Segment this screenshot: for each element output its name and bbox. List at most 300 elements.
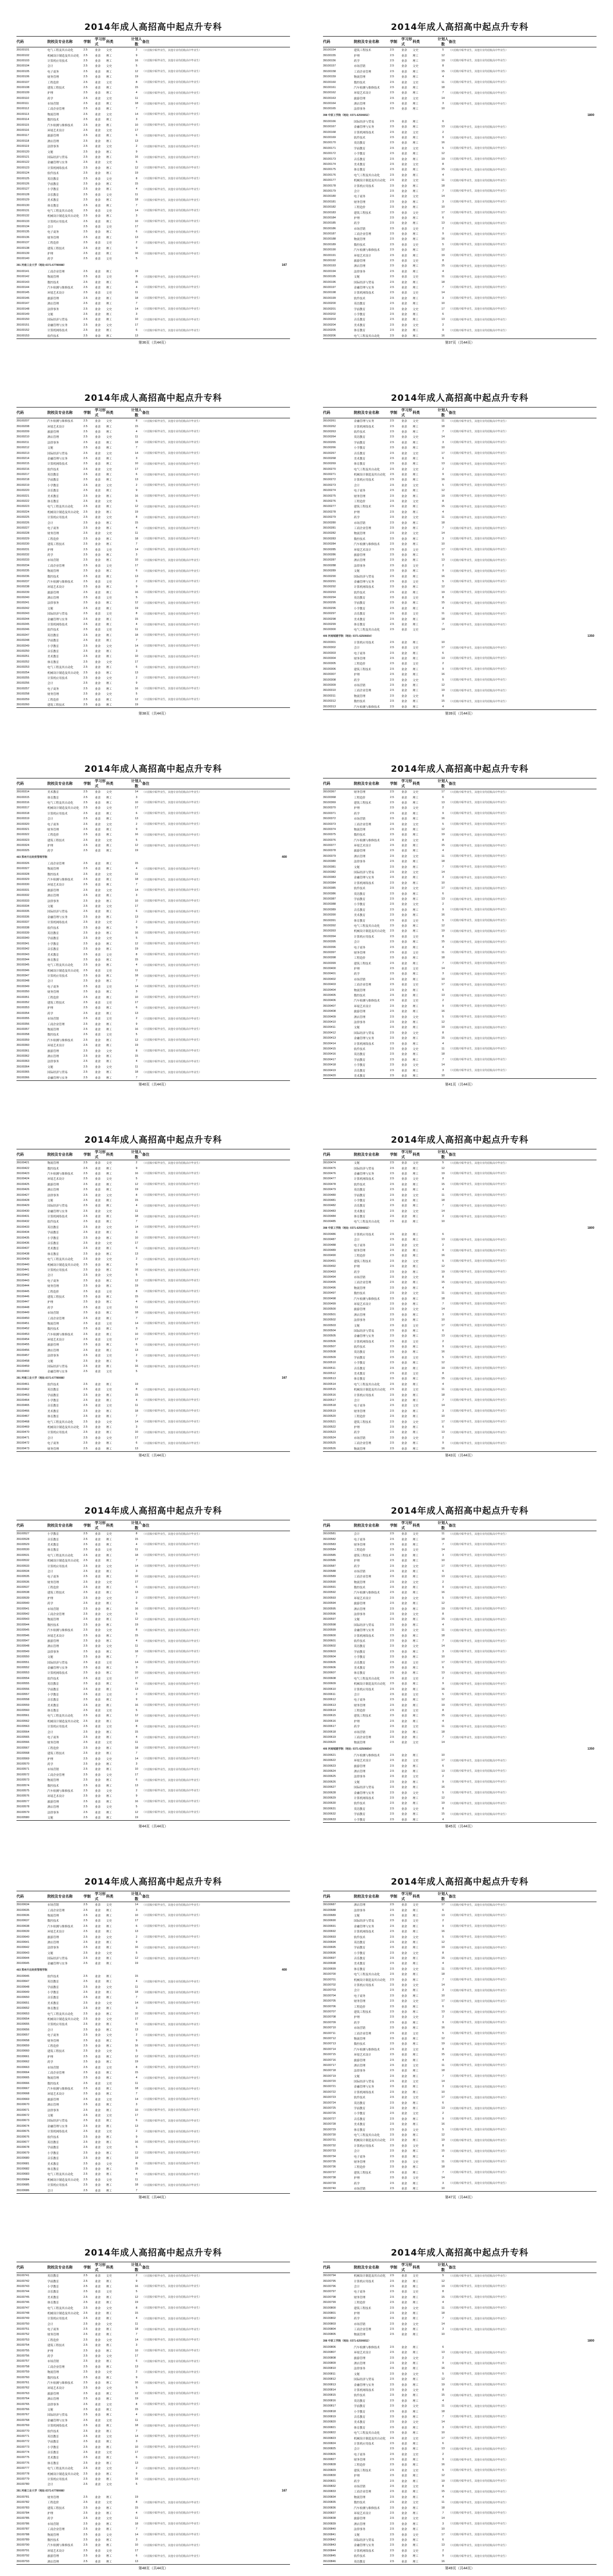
major-length: 2.5 bbox=[83, 275, 88, 279]
page-footer: 第44页（共44页） bbox=[138, 1825, 168, 1828]
table-row bbox=[16, 606, 290, 611]
major-length: 2.5 bbox=[83, 296, 88, 300]
major-mode: 业余 bbox=[401, 70, 407, 74]
major-code: 39100599 bbox=[323, 1629, 336, 1632]
table-row bbox=[16, 176, 290, 181]
major-quota: 9 bbox=[442, 1682, 444, 1686]
table-row bbox=[16, 2102, 290, 2107]
major-name: 汽车检测与维修技术 bbox=[354, 705, 380, 709]
major-code: 39100160 bbox=[323, 80, 336, 84]
major-mode: 业余 bbox=[401, 142, 407, 145]
major-category: 理工 bbox=[106, 1060, 112, 1064]
major-name: 护理 bbox=[354, 216, 360, 220]
school-name: 398 中原工学院（地址: 0371-62506652） bbox=[323, 1227, 371, 1230]
major-length: 2.5 bbox=[390, 1238, 394, 1242]
major-code: 39100600 bbox=[323, 1634, 336, 1637]
major-quota: 19 bbox=[134, 510, 139, 514]
major-category: 理工 bbox=[106, 543, 112, 547]
major-code: 39100688 bbox=[323, 1908, 336, 1912]
header-type: 科类 bbox=[413, 1524, 420, 1528]
major-code: 39100400 bbox=[323, 967, 336, 971]
major-length: 2.5 bbox=[83, 1209, 88, 1213]
major-category: 理工 bbox=[106, 252, 112, 256]
major-note: （只招收中职毕业生，其他专业均招收高中毕业生） bbox=[449, 1575, 508, 1579]
major-length: 2.5 bbox=[390, 1935, 394, 1939]
major-length: 2.5 bbox=[390, 141, 394, 145]
major-quota: 11 bbox=[135, 2178, 138, 2181]
major-length: 2.5 bbox=[390, 1984, 394, 1987]
table-row bbox=[323, 317, 597, 322]
school-name: 406 河南城建学院（地址: 0371-62506654） bbox=[323, 635, 373, 638]
major-category: 文史 bbox=[106, 953, 112, 957]
major-code: 39100129 bbox=[16, 198, 29, 202]
table-row bbox=[16, 871, 290, 876]
major-length: 2.5 bbox=[83, 1258, 88, 1261]
major-quota: 12 bbox=[134, 942, 139, 945]
table-row bbox=[16, 1337, 290, 1342]
major-name: 旅游管理 bbox=[47, 1800, 59, 1804]
major-quota: 16 bbox=[134, 1365, 139, 1368]
major-category: 理工 bbox=[106, 1586, 112, 1590]
major-quota: 9 bbox=[135, 54, 138, 57]
major-code: 39100153 bbox=[16, 334, 29, 337]
major-name: 美术教育 bbox=[47, 199, 59, 202]
major-length: 2.5 bbox=[390, 988, 394, 992]
table-row bbox=[16, 279, 290, 284]
major-category: 文史 bbox=[413, 1791, 419, 1795]
major-note: （只招收中职毕业生，其他专业均招收高中毕业生） bbox=[449, 1047, 508, 1051]
major-length: 2.5 bbox=[83, 1370, 88, 1374]
major-code: 39100157 bbox=[323, 64, 336, 68]
major-quota: 7 bbox=[135, 1996, 138, 1999]
major-mode: 业余 bbox=[401, 1324, 407, 1328]
major-mode: 业余 bbox=[95, 1704, 101, 1707]
school-total: 1800 bbox=[587, 113, 594, 117]
major-category: 理工 bbox=[106, 1607, 112, 1611]
major-name: 财务管理 bbox=[47, 991, 59, 994]
table-row bbox=[323, 848, 597, 853]
major-name: 金融管理与实务 bbox=[354, 1172, 374, 1176]
major-quota: 7 bbox=[135, 1752, 138, 1755]
major-note: （只招收中职毕业生，其他专业均招收高中毕业生） bbox=[142, 1903, 202, 1907]
table-row bbox=[16, 1536, 290, 1541]
major-name: 工程造价 bbox=[47, 698, 59, 702]
major-category: 文史 bbox=[413, 1420, 419, 1424]
table-row bbox=[16, 838, 290, 843]
major-note: （只招收中职毕业生，其他专业均招收高中毕业生） bbox=[449, 158, 508, 161]
major-name: 汽车检测与维修技术 bbox=[47, 1629, 74, 1633]
major-name: 英语教育 bbox=[47, 2141, 59, 2144]
major-category: 文史 bbox=[106, 1661, 112, 1665]
major-name: 文秘 bbox=[47, 607, 54, 611]
major-length: 2.5 bbox=[390, 623, 394, 626]
major-length: 2.5 bbox=[83, 655, 88, 658]
major-mode: 业余 bbox=[401, 941, 407, 944]
table-row bbox=[16, 202, 290, 208]
major-name: 数控技术 bbox=[47, 1167, 59, 1171]
major-category: 理工 bbox=[106, 463, 112, 466]
major-length: 2.5 bbox=[83, 80, 88, 84]
major-length: 2.5 bbox=[390, 1741, 394, 1744]
major-quota: 16 bbox=[134, 494, 139, 498]
major-code: 39100156 bbox=[323, 59, 336, 62]
table-row bbox=[16, 1585, 290, 1590]
major-category: 理工 bbox=[413, 297, 419, 300]
major-name: 汽车检测与维修技术 bbox=[47, 878, 74, 882]
major-code: 39100224 bbox=[16, 510, 29, 514]
major-mode: 业余 bbox=[95, 818, 101, 821]
major-quota: 15 bbox=[134, 617, 139, 621]
major-name: 工商企业管理 bbox=[47, 108, 65, 111]
major-name: 金融管理与实务 bbox=[47, 618, 68, 621]
major-length: 2.5 bbox=[390, 673, 394, 676]
major-length: 2.5 bbox=[83, 64, 88, 68]
major-length: 2.5 bbox=[83, 1789, 88, 1792]
major-code: 39100476 bbox=[323, 1172, 336, 1175]
major-name: 物流管理 bbox=[47, 276, 59, 279]
major-quota: 8 bbox=[442, 1951, 444, 1955]
major-length: 2.5 bbox=[390, 977, 394, 981]
major-name: 数控技术 bbox=[354, 700, 366, 704]
major-code: 39100335 bbox=[16, 910, 29, 913]
major-length: 2.5 bbox=[83, 585, 88, 589]
major-quota: 9 bbox=[442, 232, 444, 236]
major-quota: 9 bbox=[442, 1249, 444, 1252]
major-quota: 11 bbox=[441, 1725, 445, 1728]
major-quota: 3 bbox=[135, 1908, 138, 1912]
major-code: 39100472 bbox=[16, 1442, 29, 1445]
major-code: 39100436 bbox=[16, 1242, 29, 1245]
major-category: 文史 bbox=[106, 81, 112, 84]
major-quota: 8 bbox=[442, 694, 444, 698]
major-name: 体育教育 bbox=[47, 958, 59, 962]
major-name: 软件技术 bbox=[47, 926, 59, 930]
major-category: 文史 bbox=[106, 1338, 112, 1342]
table-row bbox=[16, 1214, 290, 1219]
major-length: 2.5 bbox=[390, 1994, 394, 1997]
header-type: 科类 bbox=[106, 1524, 113, 1528]
major-category: 理工 bbox=[413, 924, 419, 928]
major-quota: 13 bbox=[134, 817, 139, 821]
table-row bbox=[323, 1945, 597, 1950]
major-mode: 业余 bbox=[401, 1167, 407, 1171]
major-length: 2.5 bbox=[83, 156, 88, 159]
major-mode: 业余 bbox=[95, 318, 101, 322]
major-mode: 业余 bbox=[95, 1333, 101, 1336]
major-quota: 8 bbox=[135, 1193, 138, 1197]
major-length: 2.5 bbox=[390, 500, 394, 503]
major-length: 2.5 bbox=[83, 2055, 88, 2058]
major-mode: 业余 bbox=[95, 1925, 101, 1928]
major-mode: 业余 bbox=[95, 1991, 101, 1995]
major-category: 文史 bbox=[106, 500, 112, 504]
table-row bbox=[16, 590, 290, 595]
table-row bbox=[16, 122, 290, 127]
major-length: 2.5 bbox=[390, 1989, 394, 1992]
major-quota: 4 bbox=[135, 623, 138, 626]
major-category: 文史 bbox=[106, 65, 112, 69]
major-code: 39100685 bbox=[16, 2183, 29, 2187]
major-mode: 业余 bbox=[401, 1335, 407, 1338]
major-mode: 业余 bbox=[95, 1586, 101, 1590]
major-length: 2.5 bbox=[83, 995, 88, 999]
header-lvl: 学习形式 bbox=[95, 1521, 106, 1530]
major-quota: 17 bbox=[134, 467, 139, 471]
major-code: 39100420 bbox=[323, 1074, 336, 1077]
major-name: 计算机网络技术 bbox=[354, 882, 374, 885]
major-code: 39100491 bbox=[323, 1259, 336, 1263]
major-note: （只招收中职毕业生，其他专业均招收高中毕业生） bbox=[449, 473, 508, 477]
major-name: 会计 bbox=[47, 1731, 54, 1734]
table-row bbox=[323, 1724, 597, 1729]
major-mode: 业余 bbox=[95, 1189, 101, 1192]
major-category: 文史 bbox=[413, 1645, 419, 1649]
table-row bbox=[16, 914, 290, 920]
major-category: 文史 bbox=[106, 629, 112, 632]
major-code: 39100610 bbox=[323, 1687, 336, 1691]
major-name: 机械设计制造及其自动化 bbox=[47, 969, 79, 973]
major-length: 2.5 bbox=[83, 329, 88, 332]
major-note: （只招收中职毕业生，其他专业均招收高中毕业生） bbox=[142, 931, 202, 935]
table-row bbox=[323, 1067, 597, 1073]
major-length: 2.5 bbox=[83, 1784, 88, 1787]
major-name: 药学 bbox=[47, 1306, 54, 1310]
major-mode: 业余 bbox=[95, 1349, 101, 1352]
major-category: 理工 bbox=[413, 957, 419, 960]
enrollment-table bbox=[16, 778, 290, 1081]
table-row bbox=[323, 1376, 597, 1381]
major-category: 理工 bbox=[413, 946, 419, 950]
major-name: 财务管理 bbox=[47, 1447, 59, 1451]
table-row bbox=[16, 2161, 290, 2166]
major-quota: 11 bbox=[135, 193, 138, 196]
major-code: 39100503 bbox=[323, 1324, 336, 1327]
major-quota: 9 bbox=[442, 908, 444, 911]
major-name: 软件技术 bbox=[354, 1346, 366, 1349]
major-category: 理工 bbox=[106, 166, 112, 170]
major-length: 2.5 bbox=[83, 1692, 88, 1696]
major-category: 文史 bbox=[106, 873, 112, 876]
major-name: 音乐教育 bbox=[354, 908, 366, 912]
major-length: 2.5 bbox=[83, 1198, 88, 1202]
major-mode: 业余 bbox=[95, 1071, 101, 1075]
table-row bbox=[16, 1596, 290, 1601]
major-name: 护理 bbox=[47, 548, 54, 552]
major-code: 39100339 bbox=[16, 931, 29, 935]
major-length: 2.5 bbox=[390, 994, 394, 997]
major-length: 2.5 bbox=[390, 1812, 394, 1816]
table-row bbox=[323, 859, 597, 864]
table-row bbox=[16, 301, 290, 306]
major-length: 2.5 bbox=[83, 1300, 88, 1304]
major-category: 文史 bbox=[413, 919, 419, 923]
major-code: 39100427 bbox=[16, 1193, 29, 1197]
major-code: 39100363 bbox=[16, 1060, 29, 1063]
major-mode: 业余 bbox=[95, 671, 101, 675]
table-row bbox=[16, 510, 290, 515]
major-quota: 14 bbox=[134, 1225, 139, 1229]
major-name: 音乐教育 bbox=[354, 1367, 366, 1370]
major-note: （只招收中职毕业生，其他专业均招收高中毕业生） bbox=[449, 1183, 508, 1187]
major-name: 体育教育 bbox=[354, 1378, 366, 1381]
major-mode: 业余 bbox=[401, 914, 407, 918]
major-length: 2.5 bbox=[83, 1639, 88, 1642]
major-name: 酒店管理 bbox=[47, 140, 59, 143]
major-category: 文史 bbox=[106, 1370, 112, 1374]
table-row bbox=[16, 547, 290, 552]
major-mode: 业余 bbox=[401, 1010, 407, 1014]
header-code: 代码 bbox=[16, 40, 24, 44]
major-mode: 业余 bbox=[401, 1362, 407, 1365]
major-note: （只招收中职毕业生，其他专业均招收高中毕业生） bbox=[142, 2066, 202, 2070]
major-name: 计算机网络技术 bbox=[354, 1797, 374, 1800]
table-row bbox=[323, 1536, 597, 1541]
table-row bbox=[16, 1369, 290, 1374]
major-quota: 4 bbox=[135, 285, 138, 289]
major-length: 2.5 bbox=[83, 958, 88, 961]
major-quota: 7 bbox=[135, 1415, 138, 1418]
major-note: （只招收中职毕业生，其他专业均招收高中毕业生） bbox=[142, 910, 202, 913]
major-category: 理工 bbox=[106, 247, 112, 250]
major-length: 2.5 bbox=[83, 483, 88, 487]
major-code: 39100390 bbox=[323, 913, 336, 917]
major-mode: 业余 bbox=[401, 216, 407, 220]
major-name: 音乐教育 bbox=[47, 1538, 59, 1541]
table-row bbox=[323, 146, 597, 151]
major-length: 2.5 bbox=[390, 1198, 394, 1202]
major-mode: 业余 bbox=[401, 1047, 407, 1051]
major-category: 理工 bbox=[106, 634, 112, 637]
major-name: 电气工程及其自动化 bbox=[47, 1258, 74, 1262]
major-note: （只招收中职毕业生，其他专业均招收高中毕业生） bbox=[449, 527, 508, 530]
major-mode: 业余 bbox=[401, 812, 407, 816]
major-name: 工商企业管理 bbox=[47, 2071, 65, 2075]
major-name: 计算机网络技术 bbox=[47, 921, 68, 925]
major-quota: 19 bbox=[134, 1962, 139, 1965]
major-note: （只招收中职毕业生，其他专业均招收高中毕业生） bbox=[449, 286, 508, 290]
major-length: 2.5 bbox=[390, 913, 394, 917]
major-length: 2.5 bbox=[83, 510, 88, 514]
major-mode: 业余 bbox=[401, 318, 407, 322]
major-length: 2.5 bbox=[83, 75, 88, 79]
major-quota: 3 bbox=[135, 118, 138, 122]
page-title: 2014年成人高招高中起点升专科 bbox=[390, 1506, 529, 1516]
major-code: 39100614 bbox=[323, 1709, 336, 1713]
major-quota: 11 bbox=[441, 951, 445, 954]
major-quota: 4 bbox=[135, 1060, 138, 1063]
major-category: 文史 bbox=[413, 1031, 419, 1035]
major-category: 理工 bbox=[413, 908, 419, 912]
major-note: （只招收中职毕业生，其他专业均招收高中毕业生） bbox=[142, 48, 202, 52]
major-code: 39100101 bbox=[16, 48, 29, 52]
major-quota: 10 bbox=[441, 446, 445, 450]
table-row bbox=[323, 477, 597, 482]
major-category: 文史 bbox=[413, 484, 419, 487]
table-row bbox=[16, 811, 290, 816]
major-category: 文史 bbox=[413, 276, 419, 279]
major-code: 39100624 bbox=[323, 1769, 336, 1773]
major-name: 体育教育 bbox=[47, 1709, 59, 1713]
major-quota: 16 bbox=[441, 1447, 445, 1450]
major-code: 39100452 bbox=[16, 1327, 29, 1331]
table-row bbox=[323, 902, 597, 907]
major-category: 理工 bbox=[106, 1930, 112, 1934]
major-quota: 3 bbox=[135, 1666, 138, 1669]
table-row bbox=[323, 1596, 597, 1601]
major-category: 理工 bbox=[106, 1784, 112, 1788]
table-row bbox=[323, 1371, 597, 1376]
major-quota: 5 bbox=[135, 1033, 138, 1037]
major-mode: 业余 bbox=[95, 1731, 101, 1734]
major-mode: 业余 bbox=[401, 276, 407, 279]
table-row bbox=[16, 461, 290, 466]
major-quota: 12 bbox=[441, 1361, 445, 1365]
major-category: 理工 bbox=[413, 1431, 419, 1435]
major-name: 国际经济与贸易 bbox=[354, 120, 374, 124]
major-quota: 14 bbox=[441, 1063, 445, 1067]
major-length: 2.5 bbox=[390, 795, 394, 799]
major-length: 2.5 bbox=[83, 430, 88, 433]
major-name: 法律事务 bbox=[354, 564, 366, 568]
major-note: （只招收中职毕业生，其他专业均招收高中毕业生） bbox=[142, 591, 202, 595]
major-mode: 业余 bbox=[95, 975, 101, 978]
major-length: 2.5 bbox=[83, 1065, 88, 1069]
table-row bbox=[323, 1740, 597, 1745]
major-mode: 业余 bbox=[401, 1775, 407, 1779]
major-mode: 业余 bbox=[401, 468, 407, 471]
major-length: 2.5 bbox=[390, 564, 394, 567]
major-note: （只招收中职毕业生，其他专业均招收高中毕业生） bbox=[142, 666, 202, 669]
table-row bbox=[16, 1353, 290, 1358]
major-category: 理工 bbox=[413, 1010, 419, 1014]
major-mode: 业余 bbox=[95, 521, 101, 525]
table-row bbox=[323, 677, 597, 682]
major-name: 环境艺术设计 bbox=[47, 425, 65, 429]
major-code: 39100109 bbox=[16, 91, 29, 95]
table-row bbox=[323, 296, 597, 301]
major-code: 39100662 bbox=[16, 2060, 29, 2064]
major-name: 财务管理 bbox=[354, 951, 366, 955]
major-category: 理工 bbox=[413, 1410, 419, 1413]
major-category: 理工 bbox=[106, 1962, 112, 1966]
table-row bbox=[16, 106, 290, 111]
table-row bbox=[323, 1398, 597, 1403]
major-category: 文史 bbox=[106, 420, 112, 423]
table-row bbox=[16, 1070, 290, 1075]
major-name: 建筑工程技术 bbox=[354, 505, 371, 509]
major-quota: 11 bbox=[135, 1548, 138, 1552]
major-mode: 业余 bbox=[401, 49, 407, 53]
major-category: 文史 bbox=[413, 1693, 419, 1697]
table-row bbox=[16, 536, 290, 541]
major-quota: 19 bbox=[441, 689, 445, 692]
table-row bbox=[16, 2043, 290, 2048]
major-mode: 业余 bbox=[95, 575, 101, 579]
table-row bbox=[16, 1048, 290, 1053]
major-mode: 业余 bbox=[401, 200, 407, 204]
major-quota: 19 bbox=[441, 1172, 445, 1175]
table-row bbox=[16, 1929, 290, 1934]
major-length: 2.5 bbox=[390, 269, 394, 273]
major-quota: 10 bbox=[134, 655, 139, 658]
table-row bbox=[323, 1360, 597, 1365]
major-note: （只招收中职毕业生，其他专业均招收高中毕业生） bbox=[142, 942, 202, 946]
major-category: 理工 bbox=[106, 118, 112, 122]
major-name: 国际经济与贸易 bbox=[354, 1786, 374, 1790]
major-name: 市场营销 bbox=[47, 1768, 59, 1772]
major-code: 39100573 bbox=[16, 1778, 29, 1782]
major-length: 2.5 bbox=[390, 553, 394, 556]
